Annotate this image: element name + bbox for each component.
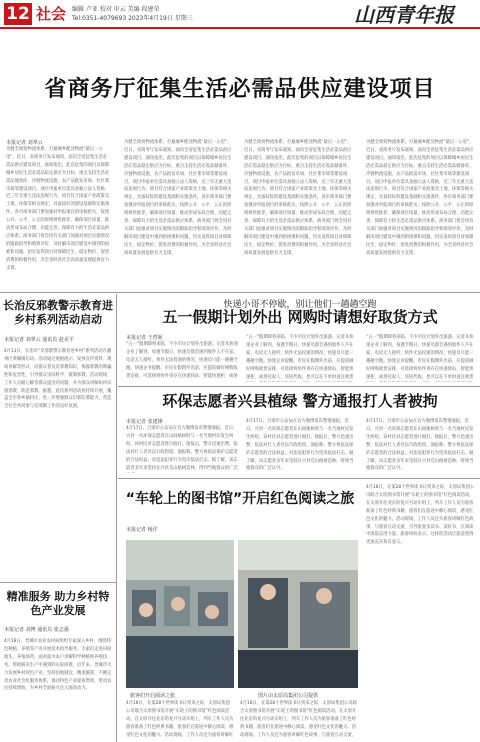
byline-anticult: 本报记者 刘翠云 通讯员 赵美平 xyxy=(4,337,74,343)
article-train-col1: 4月18日，在第28个世界读书日到来之际，太原局集团公司联合太原图书馆开展“车轮上的图书馆”红色阅读活动。在太原开往北京的复兴号动车组上，列车工作人员为旅客准备了红色经典书籍，旅客们在旅途中静心阅读，感受红色文化的魅力。活动现场，工作人员还为旅客讲解红 xyxy=(126,701,234,738)
article-volunteer-col2: 4月17日，吕梁市公安局在官方微博发布警情通报，近日，兴县一名环保志愿者在山间植树时与一名当地村民发生纠纷，该村民对志愿者进行殴打。接报后，警方迅速出警，依法对打人者处以行政拘留。通报称，警方将依法保护志愿者的合法权益，对违法犯罪行为坚决依法打击。据了解，该志愿者多年来坚持在兴县荒山植树造林，得到当地群众的广泛认可。 xyxy=(246,419,354,472)
section-title: 社会 xyxy=(36,5,67,23)
divider-mid2 xyxy=(118,478,480,479)
article-train-col3: 4月18日，在第28个世界读书日到来之际，太原局集团公司联合太原图书馆开展“车轮上的图书馆”红色阅读活动。在太原开往北京的复兴号动车组上，列车工作人员为旅客准备了红色经典书籍，旅客们在旅途中静心阅读，感受红色文化的魅力。活动现场，工作人员还为旅客讲解红色故事，与旅客互动交流，引导旅客多读书、读好书，在阅读中汲取奋进力量。旅客纷纷表示，这样的活动让旅途变得更加充实和有意义。 xyxy=(366,485,475,546)
logo-text: 山西青年报 xyxy=(354,3,454,27)
byline-rural: 本报记者 刘博 通讯员 张志强 xyxy=(4,627,69,633)
column-divider xyxy=(116,294,117,742)
byline-main: 本报记者 刘翠云 xyxy=(6,140,43,146)
article-volunteer-col3: 4月17日，吕梁市公安局在官方微博发布警情通报，近日，兴县一名环保志愿者在山间植树时与一名当地村民发生纠纷，该村民对志愿者进行殴打。接报后，警方迅速出警，依法对打人者处以行政拘留。通报称，警方将依法保护志愿者的合法权益，对违法犯罪行为坚决依法打击。据了解，该志愿者多年来坚持在兴县荒山植树造林，得到当地群众的广泛认可。 xyxy=(366,419,474,472)
article-delivery-col1: “五一”假期即将来临，不少市民计划外出旅游。记者从快递企业了解到，每逢节假日，快递员都会遇到收件人不在家、电话无人接听、快件无法投递的情况，快递员只能一趟趟空跑。快递企业提醒，市民在假期外出前，应提前做好网购收货安排，可选择将快件寄存在快递驿站、智能快递柜，或委 xyxy=(126,342,238,379)
header-meta xyxy=(72,5,193,23)
byline-volunteer: 本报记者 张建锋 xyxy=(126,419,163,425)
divider-left xyxy=(0,582,116,583)
headline-main: 省商务厅征集生活必需品供应建设项目 xyxy=(44,77,436,102)
divider-top xyxy=(0,292,480,293)
headline-volunteer: 环保志愿者兴县植绿 警方通报打人者被拘 xyxy=(162,392,438,410)
byline-train: 本报记者 杨洋 xyxy=(126,527,158,533)
headline-train: “车轮上的图书馆”开启红色阅读之旅 xyxy=(125,491,355,507)
article-main-col3: 为健全商贸物流体系，打通城乡配送物流“最后一公里”，近日，省商务厅发布通知，面向全省征集生活必需品供应建设项目。通知指出，此次征集的项目以保障城乡居民生活必需品稳定供应为目标，重点支持生活必需品储备库、冷链物流设施、农产品批发市场、社区菜市场等建设项目。项目申报单位需具备独立法人资格，近三年无重大违法违规行为，项目符合国家产业政策及土地、环保等相关规定，具备较好的建设基础和实施条件。各市商务部门要加强对申报项目的审核把关，按照公开、公平、公正的原则择优推荐，确保项目质量，推动形成布局合理、功能完善、保障有力的生活必需品供应体系。商务部门将会同有关部门加强对项目实施情况的跟踪指导和绩效评价，及时解决项目建设中遇到的困难和问题，切实发挥项目对保障民生、稳定物价、促进消费的积极作用，为全省经济社会高质量发展提供有力支撑。 xyxy=(244,140,352,256)
train-photo-2 xyxy=(238,540,358,688)
photo-caption-2: 图片由太原局集团公司提供 xyxy=(258,693,319,699)
photo-caption-1: 旅客们开启阅读之旅 xyxy=(130,693,176,699)
headline-anticult: 长治反邪教警示教育进乡村系列活动启动 xyxy=(3,299,113,326)
byline-delivery: 本报记者 王哲妮 xyxy=(126,335,163,341)
article-anticult-body: 4月13日，长治市“反邪教警示教育进乡村”系列活动在潞州区黄碾镇启动。活动通过展板展示、发放宣传资料、现场讲解等形式，向群众普及反邪教知识，揭露邪教的欺骗性和危害性，引导群众崇尚科学、抵制邪教。活动现场，工作人员耐心解答群众提出的问题，并为群众讲解如何识别邪教、防范邪教。据悉，此次系列活动将持续开展，覆盖全市各乡镇村庄，进一步增强群众识邪防邪能力，营造全社会共同参与反邪教工作的良好氛围。 xyxy=(4,349,112,410)
article-rural-body: 4月18日，晋城市农业农村局组织专家深入乡村，围绕特色种植、养殖等产业开展技术指导服务。专家们走进田间地头、养殖场所，面对面为农户讲解科学种植和养殖技术，帮助解决生产中遇到的实际困难。近年来，晋城市大力发展乡村特色产业，坚持因地制宜、精准施策，不断完善农业社会化服务体系，推动特色产业提质增效，带动农民持续增收，为乡村全面振兴注入强劲动力。 xyxy=(4,639,112,692)
article-main-col2: 为健全商贸物流体系，打通城乡配送物流“最后一公里”，近日，省商务厅发布通知，面向全省征集生活必需品供应建设项目。通知指出，此次征集的项目以保障城乡居民生活必需品稳定供应为目标，重点支持生活必需品储备库、冷链物流设施、农产品批发市场、社区菜市场等建设项目。项目申报单位需具备独立法人资格，近三年无重大违法违规行为，项目符合国家产业政策及土地、环保等相关规定，具备较好的建设基础和实施条件。各市商务部门要加强对申报项目的审核把关，按照公开、公平、公正的原则择优推荐，确保项目质量，推动形成布局合理、功能完善、保障有力的生活必需品供应体系。商务部门将会同有关部门加强对项目实施情况的跟踪指导和绩效评价，及时解决项目建设中遇到的困难和问题，切实发挥项目对保障民生、稳定物价、促进消费的积极作用，为全省经济社会高质量发展提供有力支撑。 xyxy=(124,140,232,256)
page-number: 12 xyxy=(4,3,32,25)
page-header xyxy=(0,0,480,32)
newspaper-logo xyxy=(352,1,476,27)
phone-line: Tel:0351-4079693 2023年4月19日 星期三 xyxy=(72,15,193,22)
headline-rural: 精准服务 助力乡村特色产业发展 xyxy=(6,590,110,617)
divider-mid1 xyxy=(118,386,480,387)
article-main-col1: 为健全商贸物流体系，打通城乡配送物流“最后一公里”，近日，省商务厅发布通知，面向全省征集生活必需品供应建设项目。通知指出，此次征集的项目以保障城乡居民生活必需品稳定供应为目标，重点支持生活必需品储备库、冷链物流设施、农产品批发市场、社区菜市场等建设项目。项目申报单位需具备独立法人资格，近三年无重大违法违规行为，项目符合国家产业政策及土地、环保等相关规定，具备较好的建设基础和实施条件。各市商务部门要加强对申报项目的审核把关，按照公开、公平、公正的原则择优推荐，确保项目质量，推动形成布局合理、功能完善、保障有力的生活必需品供应体系。商务部门将会同有关部门加强对项目实施情况的跟踪指导和绩效评价，及时解决项目建设中遇到的困难和问题，切实发挥项目对保障民生、稳定物价、促进消费的积极作用，为全省经济社会高质量发展提供有力支撑。 xyxy=(6,147,110,271)
kicker-delivery: 快递小哥不停歇，别让他们一趟趟空跑 xyxy=(223,300,377,310)
train-photo-1-image xyxy=(126,540,234,688)
article-train-col2: 4月18日，在第28个世界读书日到来之际，太原局集团公司联合太原图书馆开展“车轮上的图书馆”红色阅读活动。在太原开往北京的复兴号动车组上，列车工作人员为旅客准备了红色经典书籍，旅客们在旅途中静心阅读，感受红色文化的魅力。活动现场，工作人员还为旅客讲解红色故事，与旅客互动交流， xyxy=(240,701,357,738)
editor-line: 编辑 卢亚 校对 申云 美编 段建荣 xyxy=(72,6,160,13)
train-photo-2-image xyxy=(238,540,358,688)
train-photo-1 xyxy=(126,540,234,688)
article-volunteer-col1: 4月17日，吕梁市公安局在官方微博发布警情通报，近日，兴县一名环保志愿者在山间植树时与一名当地村民发生纠纷，该村民对志愿者进行殴打。接报后，警方迅速出警，依法对打人者处以行政拘留。通报称，警方将依法保护志愿者的合法权益，对违法犯罪行为坚决依法打击。据了解，该志愿者多年来坚持在兴县荒山植树造林，得到当地群众的广泛 xyxy=(126,426,238,471)
article-delivery-col2: “五一”假期即将来临，不少市民计划外出旅游。记者从快递企业了解到，每逢节假日，快递员都会遇到收件人不在家、电话无人接听、快件无法投递的情况，快递员只能一趟趟空跑。快递企业提醒，市民在假期外出前，应提前做好网购收货安排，可选择将快件寄存在快递驿站、智能快递柜，或委托家人、邻居代收，也可以在下单时备注收货 xyxy=(246,335,354,380)
article-main-col4: 为健全商贸物流体系，打通城乡配送物流“最后一公里”，近日，省商务厅发布通知，面向全省征集生活必需品供应建设项目。通知指出，此次征集的项目以保障城乡居民生活必需品稳定供应为目标，重点支持生活必需品储备库、冷链物流设施、农产品批发市场、社区菜市场等建设项目。项目申报单位需具备独立法人资格，近三年无重大违法违规行为，项目符合国家产业政策及土地、环保等相关规定，具备较好的建设基础和实施条件。各市商务部门要加强对申报项目的审核把关，按照公开、公平、公正的原则择优推荐，确保项目质量，推动形成布局合理、功能完善、保障有力的生活必需品供应体系。商务部门将会同有关部门加强对项目实施情况的跟踪指导和绩效评价，及时解决项目建设中遇到的困难和问题，切实发挥项目对保障民生、稳定物价、促进消费的积极作用，为全省经济社会高质量发展提供有力支撑。 xyxy=(366,140,474,256)
header-rule xyxy=(0,27,480,29)
headline-delivery: 五一假期计划外出 网购时请想好取货方式 xyxy=(162,308,438,326)
article-delivery-col3: “五一”假期即将来临，不少市民计划外出旅游。记者从快递企业了解到，每逢节假日，快递员都会遇到收件人不在家、电话无人接听、快件无法投递的情况，快递员只能一趟趟空跑。快递企业提醒，市民在假期外出前，应提前做好网购收货安排，可选择将快件寄存在快递驿站、智能快递柜，或委托家人、邻居代收，也可以在下单时备注收货 xyxy=(366,335,474,380)
